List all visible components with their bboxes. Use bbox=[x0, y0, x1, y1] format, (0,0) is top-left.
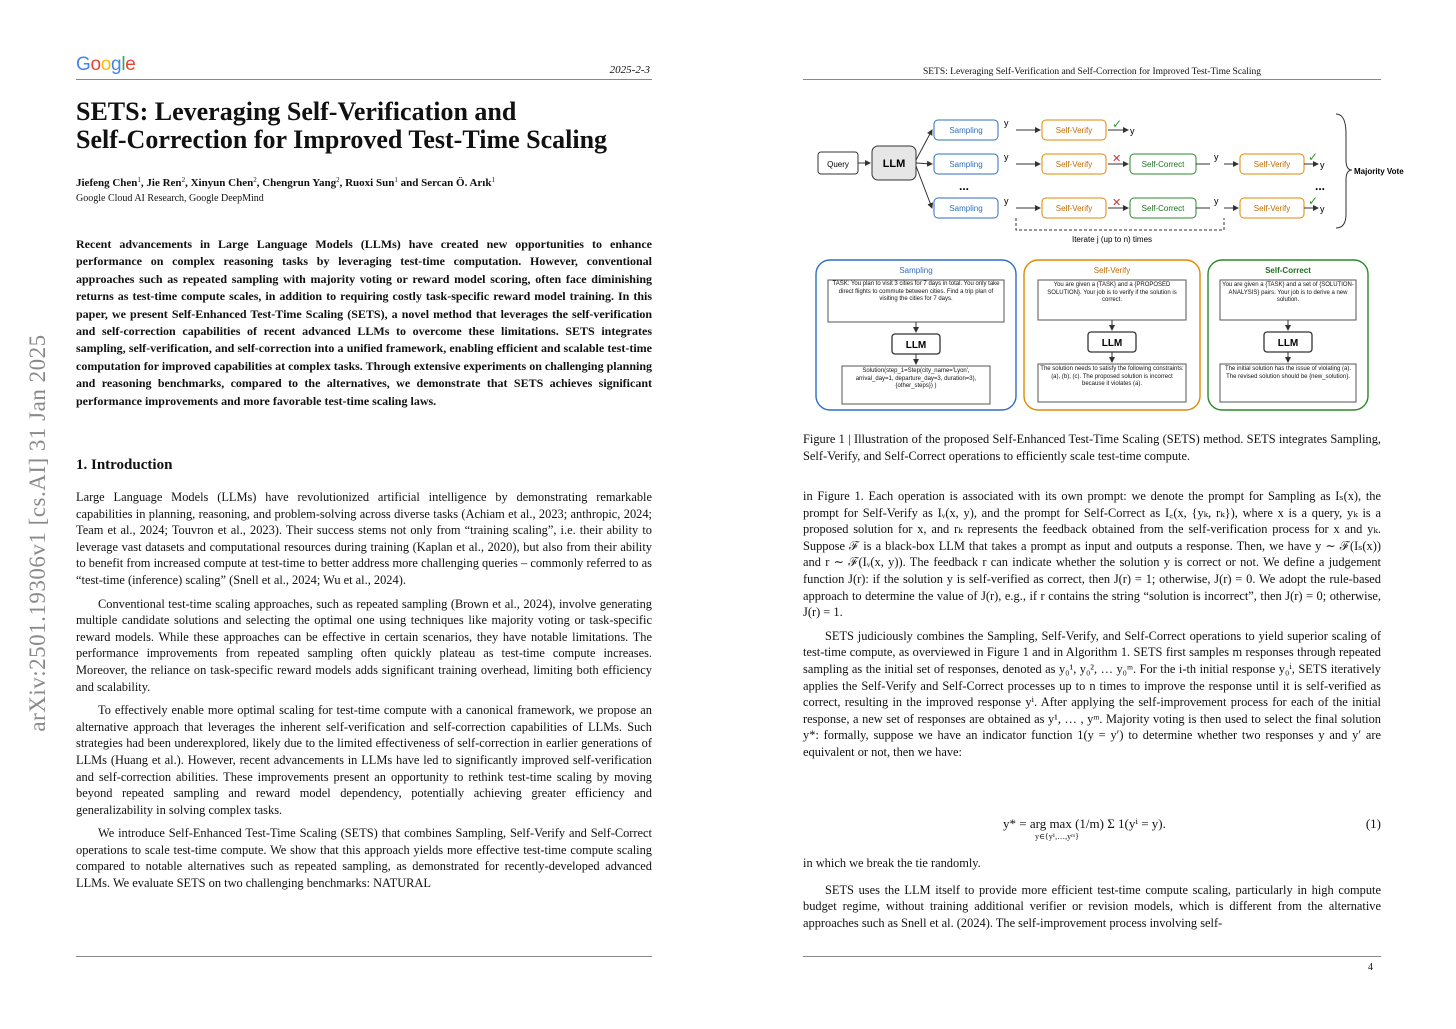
panel-sampling-title: Sampling bbox=[899, 266, 933, 275]
panel-llm-label: LLM bbox=[1277, 338, 1299, 349]
author-mark: 2 bbox=[336, 176, 340, 184]
self-verify-label: Self-Verify bbox=[1055, 204, 1093, 213]
svg-text:y: y bbox=[1320, 204, 1325, 214]
equation-number: (1) bbox=[1365, 816, 1381, 831]
running-head: SETS: Leveraging Self-Verification and Self-Correction for Improved Test-Time Scaling bbox=[922, 67, 1262, 77]
method-body-continued bbox=[803, 855, 1381, 941]
title-line-2: Self-Correction for Improved Test-Time Scaling bbox=[76, 125, 608, 154]
equation-text: y* = arg max (1/m) Σ 1(yⁱ = y). bbox=[1003, 816, 1166, 831]
panel-llm-label: LLM bbox=[1101, 338, 1123, 349]
author: Xinyun Chen bbox=[190, 177, 254, 189]
right-page bbox=[728, 0, 1456, 1029]
var-label: y bbox=[1004, 118, 1009, 128]
paragraph: SETS uses the LLM itself to provide more efficient test-time compute scaling, particularly in high compute budget regime, without training additional verifier or revision models, which is different from the alternative approaches such as Snell et al. (2024). The self-improvement process involving self- bbox=[803, 882, 1381, 930]
author: Sercan Ö. Arık bbox=[421, 177, 492, 189]
title-line-1: SETS: Leveraging Self-Verification and bbox=[76, 97, 517, 126]
svg-text:y: y bbox=[1214, 152, 1219, 162]
author-mark: 1 bbox=[491, 176, 495, 184]
svg-text:y: y bbox=[1130, 126, 1135, 136]
author: Jie Ren bbox=[146, 177, 182, 189]
ellipsis: ... bbox=[1314, 179, 1326, 193]
introduction-body bbox=[76, 489, 652, 899]
author-mark: 1 bbox=[394, 176, 398, 184]
self-verify-label: Self-Verify bbox=[1055, 126, 1093, 135]
svg-text:y: y bbox=[1004, 196, 1009, 206]
google-logo: Google bbox=[76, 54, 136, 75]
page-number: 4 bbox=[1368, 962, 1373, 973]
footer-rule bbox=[76, 956, 652, 957]
sampling-label: Sampling bbox=[949, 204, 983, 213]
footer-rule bbox=[803, 956, 1381, 957]
self-verify-label: Self-Verify bbox=[1253, 204, 1291, 213]
iterate-label: Iterate j (up to n) times bbox=[1071, 235, 1153, 244]
abstract: Recent advancements in Large Language Models (LLMs) have created new opportunities to enhance performance on complex reasoning tasks by leveraging test-time computation. However, conventional approaches such as repeated sampling with majority voting or reward model scoring, often face diminishing returns as test-time compute scales, in addition to requiring costly task-specific reward model training. In this paper, we present Self-Enhanced Test-Time Scaling (SETS), a novel method that leverages the self-verification and self-correction capabilities of recent advanced LLMs to overcome these limitations. SETS integrates sampling, self-verification, and self-correction into a unified framework, enabling efficient and scalable test-time computation for improved capabilities at complex tasks. Through extensive experiments on challenging planning and reasoning benchmarks, compared to the alternatives, we demonstrate that SETS achieves significant performance improvements and more favorable test-time scaling laws. bbox=[76, 237, 652, 408]
author: Chengrun Yang bbox=[262, 177, 337, 189]
self-verify-label: Self-Verify bbox=[1055, 160, 1093, 169]
arxiv-stamp: arXiv:2501.19306v1 [cs.AI] 31 Jan 2025 bbox=[25, 334, 50, 732]
section-heading-introduction: 1. Introduction bbox=[76, 457, 173, 473]
panel-self-correct-title: Self-Correct bbox=[1265, 266, 1311, 275]
paragraph: in Figure 1. Each operation is associated with its own prompt: we denote the prompt for Sampling as Iₛ(x), the prompt for Self-Verify as Iᵥ(x, y), and the prompt for Self-Correct as I꜀(x, {yₖ, rₖ}), where x is a query, yₖ is a proposed solution for x, and rₖ represents the feedback obtained from the self-verification process for x and yₖ. Suppose ℱ is a black-box LLM that takes a prompt as input and outputs a response. Then, we have y ∼ ℱ(Iₛ(x)) and r ∼ ℱ(Iᵥ(x, y)). The feedback r can indicate whether the solution y is correct or not. We define a judgement function J(r): if the solution y is self-verified as correct, then J(r) = 1; otherwise, J(r) = 0. We adopt the rule-based approach to determine the value of J(r), e.g., if r contains the string “solution is incorrect”, then J(r) = 0; otherwise, J(r) = 1. bbox=[803, 489, 1381, 620]
self-correct-label: Self-Correct bbox=[1141, 160, 1185, 169]
author-mark: 2 bbox=[253, 176, 257, 184]
author-list: Jiefeng Chen$^1$, Jie Ren$^2$, Xinyun Chen$^2$, Chengrun Yang$^2$, Ruoxi Sun$^1$ and Sercan Ö. Arık$^1$ bbox=[76, 176, 495, 189]
paragraph: Conventional test-time scaling approaches, such as repeated sampling (Brown et al., 2024), involve generating multiple candidate solutions and selecting the optimal one using techniques like majority voting or task-specific reward models. While these approaches can be effective in certain scenarios, they have notable limitations. The performance improvements from repeated sampling often quickly plateau as test-time compute increases. Moreover, the reliance on task-specific reward models adds significant training overhead, limiting both efficiency and scalability. bbox=[76, 596, 652, 694]
header-rule bbox=[76, 79, 652, 80]
equation-1 bbox=[803, 808, 1381, 848]
method-body bbox=[803, 488, 1381, 768]
cross-icon: ✕ bbox=[1112, 197, 1122, 209]
paragraph: To effectively enable more optimal scaling for test-time compute with a canonical framework, we propose an alternative approach that leverages the inherent self-verification and self-correction capabilities of LLMs. Such strategies had been underexplored, likely due to the limited effectiveness of self-correction in earlier generations of LLMs (Huang et al.). However, recent advancements in LLMs have led to significantly improved self-verification and self-correction abilities. These improvements present an opportunity to rethink test-time scaling by moving beyond repeated sampling and reward model dependency, potentially achieving greater efficiency and generalizability in solving complex tasks. bbox=[76, 703, 652, 817]
header-rule bbox=[803, 79, 1381, 80]
panel-sampling-output: Solution(step_1=Step(city_name='Lyon', arrival_day=1, departure_day=3, duration=3), {other_steps}) ) bbox=[855, 368, 977, 390]
check-icon: ✓ bbox=[1112, 117, 1123, 131]
affiliations: Google Cloud AI Research, Google DeepMind bbox=[76, 193, 264, 204]
sampling-label: Sampling bbox=[949, 160, 983, 169]
figure-caption: Figure 1 | Illustration of the proposed Self-Enhanced Test-Time Scaling (SETS) method. SETS integrates Sampling, Self-Verify, and Self-Correct operations to efficiently scale test-time compute. bbox=[803, 432, 1381, 463]
author: Jiefeng Chen bbox=[76, 177, 138, 189]
check-icon: ✓ bbox=[1308, 194, 1319, 208]
svg-text:y: y bbox=[1004, 152, 1009, 162]
panel-self-verify-prompt: You are given a {TASK} and a {PROPOSED SOLUTION}. Your job is to verify if the solution is correct. bbox=[1047, 282, 1177, 304]
paragraph: We introduce Self-Enhanced Test-Time Scaling (SETS) that combines Sampling, Self-Verify and Self-Correct operations to scale test-time compute. We show that this approach yields more effective test-time compute scaling compared to notable alternatives such as repeated sampling, as demonstrated for recently-developed advanced LLMs. We evaluate SETS on two challenging benchmarks: NATURAL bbox=[76, 826, 652, 891]
panel-self-correct-output: The initial solution has the issue of violating (a). The revised solution should be {new_solution}. bbox=[1224, 366, 1352, 380]
paragraph: Large Language Models (LLMs) have revolutionized artificial intelligence by demonstrating remarkable capabilities in planning, reasoning, and problem-solving across diverse tasks (Achiam et al., 2023; anthropic, 2024; Team et al., 2024; Touvron et al., 2023). Their success stems not only from “training scaling”, i.e. their ability to leverage vast datasets and computational resources during training (Kaplan et al., 2020), but also from their ability to benefit from increased compute at test-time to better address more challenging queries – commonly referred to as “test-time (inference) scaling” (Snell et al., 2024; Wu et al., 2024). bbox=[76, 490, 652, 587]
llm-label: LLM bbox=[882, 158, 906, 170]
panel-llm-label: LLM bbox=[905, 340, 927, 351]
self-correct-label: Self-Correct bbox=[1141, 204, 1185, 213]
panel-self-verify-title: Self-Verify bbox=[1093, 266, 1131, 275]
paper-title bbox=[76, 98, 656, 154]
author-mark: 2 bbox=[181, 176, 186, 184]
figure-1 bbox=[812, 104, 1404, 414]
paper-date: 2025-2-3 bbox=[609, 64, 650, 76]
paragraph: SETS judiciously combines the Sampling, Self-Verify, and Self-Correct operations to yield superior scaling of test-time compute, as overviewed in Figure 1 and in Algorithm 1. SETS first samples m responses through repeated sampling as the initial set of responses, denoted as y₀¹, y₀², … y₀ᵐ. For the i-th initial response y₀ⁱ, SETS iteratively applies the Self-Verify and Self-Correct processes up to n times to improve the response until it is self-verified as correct, resulting in the improved response yⁱ. After applying the self-improvement process for each of the initial response, a new set of responses are obtained as y¹, … , yᵐ. Majority voting is then used to select the final solution y*: formally, suppose we have an indicator function 1(y = y′) to determine whether two responses y and y′ are equivalent or not, then we have: bbox=[803, 628, 1381, 759]
iterate-bracket bbox=[1016, 218, 1224, 230]
panel-self-verify-output: The solution needs to satisfy the following constraints: (a), (b), (c). The proposed solution is incorrect because it violates (a). bbox=[1040, 366, 1184, 388]
ellipsis: ... bbox=[958, 179, 970, 193]
query-label: Query bbox=[827, 160, 849, 169]
cross-icon: ✕ bbox=[1112, 153, 1122, 165]
equation-subscript: y∈{y¹,…,yᵐ} bbox=[1035, 832, 1079, 841]
sampling-label: Sampling bbox=[949, 126, 983, 135]
svg-text:y: y bbox=[1214, 196, 1219, 206]
paragraph: in which we break the tie randomly. bbox=[803, 856, 981, 870]
self-verify-label: Self-Verify bbox=[1253, 160, 1291, 169]
panel-sampling-prompt: TASK: You plan to visit 3 cities for 7 days in total. You only take direct flights to commute between cities. Find a trip plan of visiting the cities for 7 days. bbox=[832, 281, 1000, 303]
majority-vote-label: Majority Vote bbox=[1354, 167, 1404, 176]
majority-brace bbox=[1336, 114, 1352, 228]
author-mark: 1 bbox=[137, 176, 141, 184]
author: Ruoxi Sun bbox=[345, 177, 395, 189]
equation-body bbox=[1003, 816, 1166, 841]
check-icon: ✓ bbox=[1308, 150, 1319, 164]
svg-text:y: y bbox=[1320, 160, 1325, 170]
panel-self-correct-prompt: You are given a {TASK} and a set of {SOLUTION-ANALYSIS} pairs. Your job is to derive a new solution. bbox=[1222, 282, 1354, 304]
